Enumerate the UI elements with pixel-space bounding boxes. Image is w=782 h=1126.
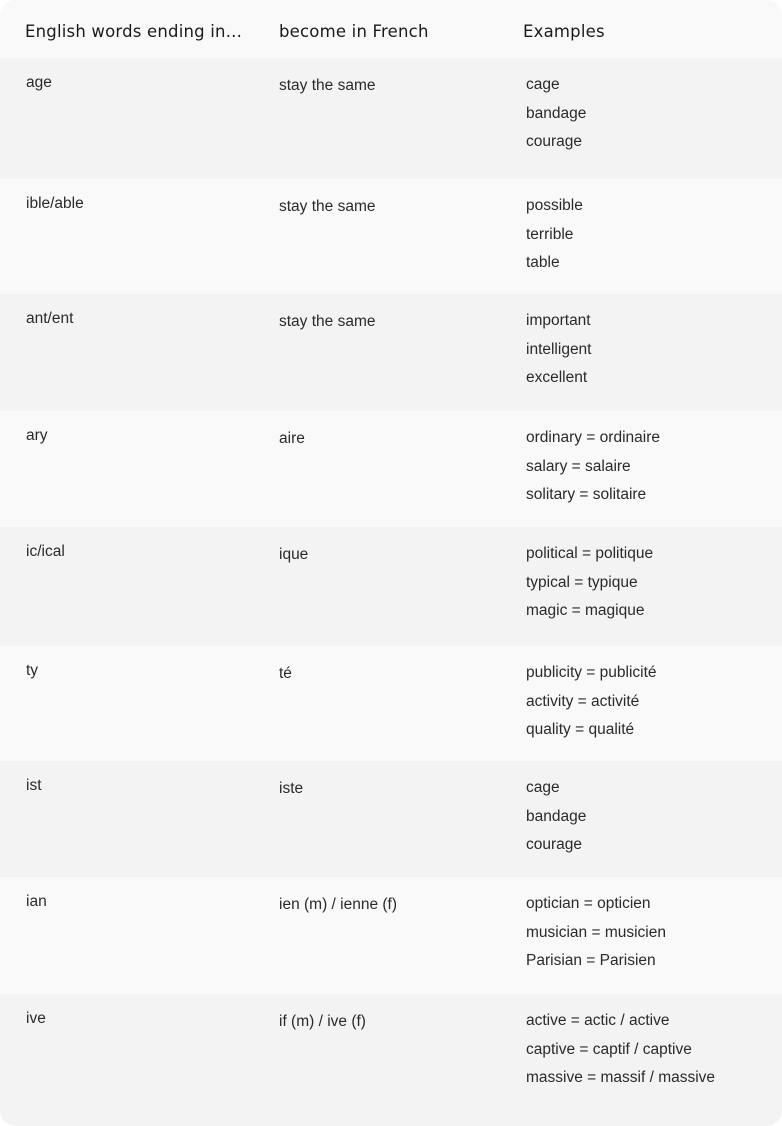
example-item: cage [526,76,560,93]
table-row [0,994,782,1126]
french-cell: if (m) / ive (f) [279,1013,366,1030]
examples-cell [526,192,583,278]
example-item: solitary = solitaire [526,486,647,503]
ending-cell: ic/ical [26,543,65,560]
examples-cell [526,659,657,745]
example-item: active = actic / active [526,1012,670,1029]
examples-cell [526,307,592,393]
french-cell: ique [279,546,309,563]
table-row [0,411,782,527]
examples-cell [526,71,586,157]
table-row [0,179,782,294]
example-item: salary = salaire [526,457,631,475]
french-cell: stay the same [279,198,376,215]
header-french: become in French [279,22,429,41]
ending-cell: ian [26,893,47,910]
example-item: terrible [526,225,574,243]
example-item: intelligent [526,340,592,358]
header-english-endings: English words ending in... [25,22,243,41]
example-item: political = politique [526,545,654,562]
table-row [0,58,782,179]
example-item: cage [526,779,560,796]
ending-cell: ty [26,662,39,679]
ending-cell: ant/ent [26,310,74,327]
french-cell: stay the same [279,313,376,330]
example-item: table [526,254,560,271]
french-cell: stay the same [279,77,376,94]
french-cell: iste [279,780,304,797]
example-item: magic = magique [526,602,645,619]
french-cell: té [279,665,292,682]
table-row [0,646,782,761]
table-row [0,761,782,877]
examples-cell [526,1007,715,1093]
ending-cell: ible/able [26,195,84,212]
example-item: quality = qualité [526,721,635,738]
example-item: musician = musicien [526,923,666,941]
examples-cell [526,540,653,626]
table-header [0,0,782,58]
example-item: massive = massif / massive [526,1069,716,1086]
example-item: possible [526,197,583,214]
example-item: typical = typique [526,573,638,591]
examples-cell [526,774,586,860]
ending-cell: ist [26,777,42,794]
example-item: activity = activité [526,692,640,710]
examples-cell [526,424,660,510]
ending-cell: ary [26,427,48,444]
table-row [0,527,782,646]
french-cell: aire [279,430,305,447]
table-row [0,877,782,994]
french-cell: ien (m) / ienne (f) [279,896,398,913]
example-item: Parisian = Parisien [526,952,656,969]
example-item: ordinary = ordinaire [526,429,660,446]
example-item: optician = opticien [526,895,651,912]
table-row [0,294,782,411]
example-item: excellent [526,369,588,386]
header-examples: Examples [523,22,605,41]
examples-cell [526,890,666,976]
example-item: important [526,312,591,329]
example-item: captive = captif / captive [526,1040,692,1058]
example-item: bandage [526,104,587,122]
example-item: publicity = publicité [526,664,657,681]
example-item: bandage [526,807,587,825]
ending-cell: age [26,74,52,91]
example-item: courage [526,836,583,853]
ending-cell: ive [26,1010,46,1027]
example-item: courage [526,133,583,150]
